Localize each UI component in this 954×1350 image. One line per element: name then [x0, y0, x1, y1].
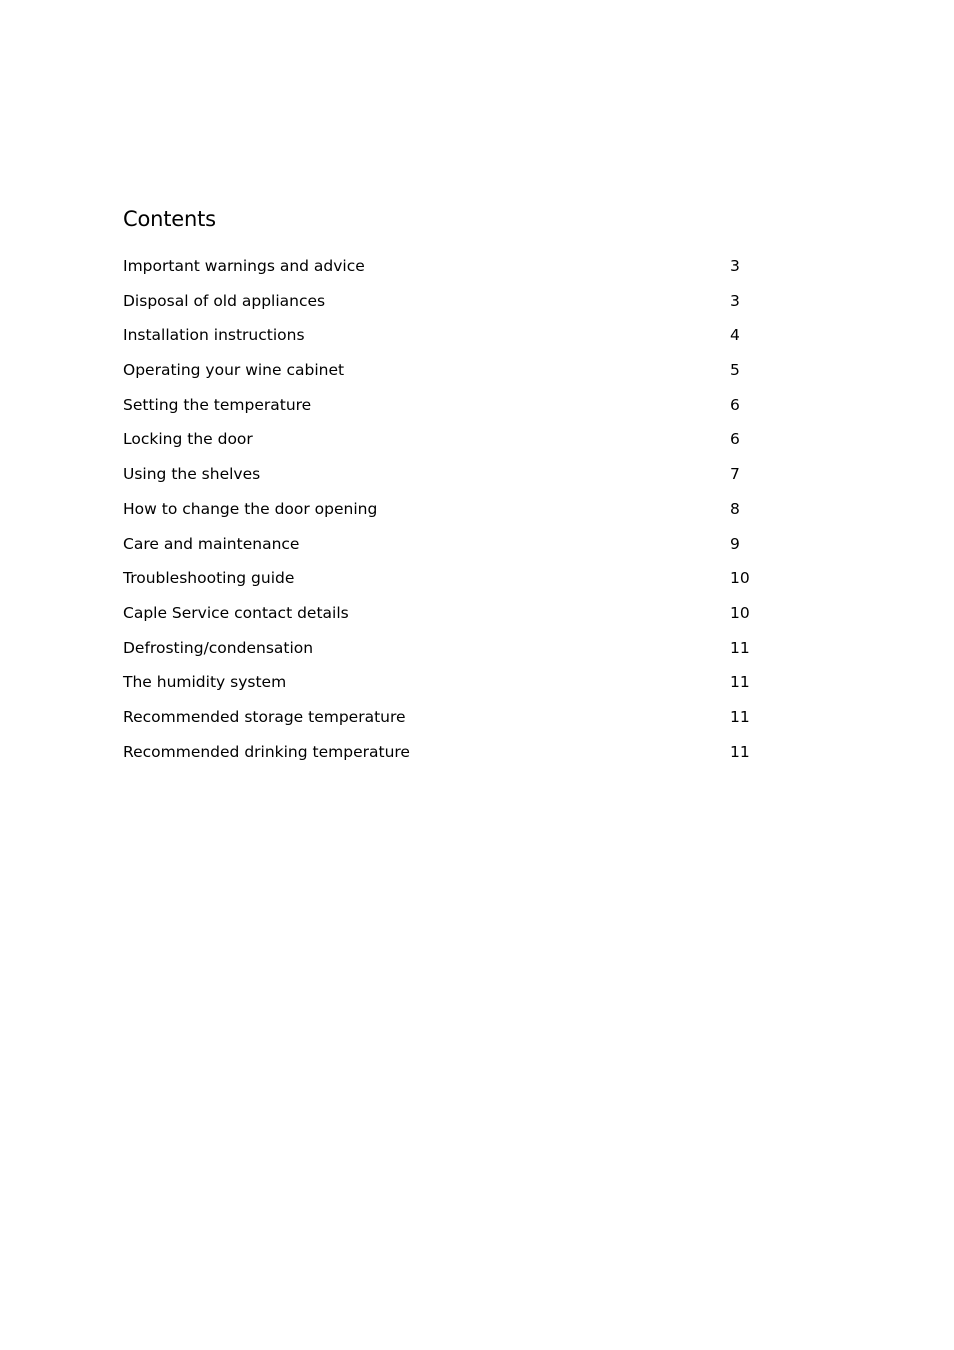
toc-entry-title: Recommended storage temperature	[123, 707, 406, 726]
toc-entry-page-number: 10	[730, 603, 750, 622]
toc-entry-title: Caple Service contact details	[123, 603, 349, 622]
toc-entry-page-number: 5	[730, 361, 740, 380]
toc-entry-page-number: 6	[730, 430, 740, 449]
toc-entry	[123, 494, 763, 529]
toc-entry-page-number: 3	[730, 257, 740, 275]
toc-entry-title: Using the shelves	[123, 465, 261, 484]
toc-entry	[123, 633, 763, 668]
toc-entry	[123, 251, 763, 286]
contents-heading: Contents	[123, 207, 216, 231]
toc-entry-title: Important warnings and advice	[123, 257, 365, 275]
toc-entry-page-number: 8	[730, 499, 740, 518]
toc-entry-page-number: 7	[730, 465, 740, 484]
toc-entry	[123, 424, 763, 459]
toc-entry-page-number: 11	[730, 742, 750, 761]
toc-entry	[123, 563, 763, 598]
toc-entry	[123, 320, 763, 355]
toc-entry-title: Disposal of old appliances	[123, 291, 326, 310]
toc-entry-title: Setting the temperature	[123, 395, 312, 414]
toc-entry-page-number: 4	[730, 326, 740, 345]
toc-entry	[123, 702, 763, 737]
toc-entry-page-number: 3	[730, 291, 740, 310]
toc-entry-page-number: 6	[730, 395, 740, 414]
table-of-contents	[123, 251, 763, 771]
toc-entry	[123, 355, 763, 390]
toc-entry-title: How to change the door opening	[123, 499, 378, 518]
toc-entry-title: Locking the door	[123, 430, 253, 449]
toc-entry	[123, 667, 763, 702]
toc-entry	[123, 390, 763, 425]
toc-entry	[123, 598, 763, 633]
toc-entry-page-number: 11	[730, 707, 750, 726]
toc-entry	[123, 529, 763, 564]
toc-entry-page-number: 11	[730, 638, 750, 657]
toc-entry	[123, 459, 763, 494]
toc-entry-page-number: 11	[730, 673, 750, 692]
toc-entry-page-number: 10	[730, 569, 750, 588]
toc-entry	[123, 737, 763, 772]
toc-entry-title: Installation instructions	[123, 326, 305, 345]
toc-entry-title: Troubleshooting guide	[123, 569, 295, 588]
toc-entry-title: Care and maintenance	[123, 534, 300, 553]
toc-entry-page-number: 9	[730, 534, 740, 553]
toc-entry-title: Defrosting/condensation	[123, 638, 314, 657]
toc-entry-title: Operating your wine cabinet	[123, 361, 345, 380]
toc-entry	[123, 286, 763, 321]
toc-entry-title: Recommended drinking temperature	[123, 742, 410, 761]
toc-entry-title: The humidity system	[123, 673, 287, 692]
